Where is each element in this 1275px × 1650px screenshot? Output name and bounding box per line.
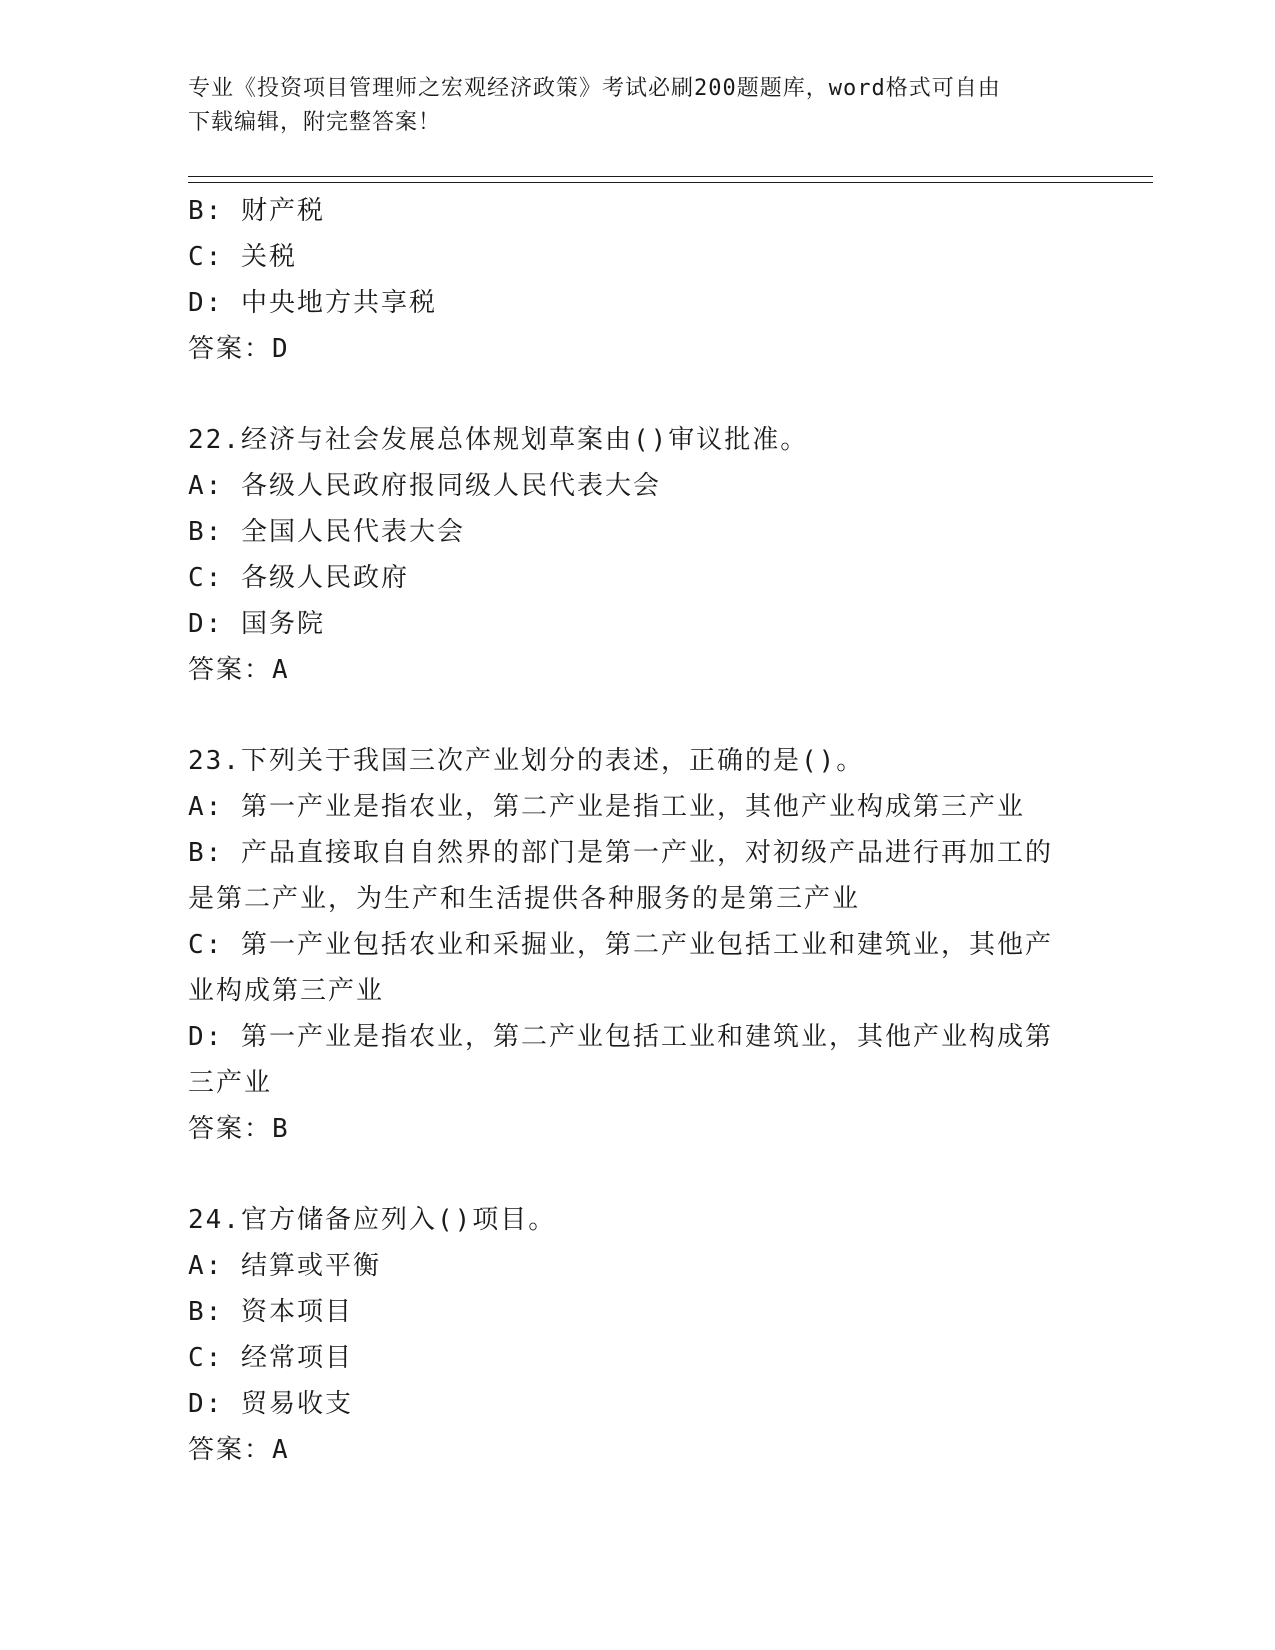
- option-b: B: 资本项目: [188, 1297, 353, 1327]
- answer-label: 答案：: [188, 1114, 273, 1144]
- answer-value: A: [272, 655, 290, 685]
- option-a: A: 结算或平衡: [188, 1251, 381, 1281]
- answer-line: [188, 1106, 1088, 1152]
- header-line-1: 专业《投资项目管理师之宏观经济政策》考试必刷200题题库，word格式可自由: [188, 76, 1001, 101]
- option-a: A: 各级人民政府报同级人民代表大会: [188, 471, 661, 501]
- document-header: [188, 72, 1068, 140]
- question-22: [188, 417, 1088, 693]
- answer-value: A: [272, 1435, 290, 1465]
- answer-label: 答案：: [188, 655, 273, 685]
- answer-line: [188, 1427, 1088, 1473]
- option-c: C: 第一产业包括农业和采掘业，第二产业包括工业和建筑业，其他产业构成第三产业: [188, 930, 1053, 1006]
- question-partial: [188, 188, 1088, 372]
- option-d: D: 第一产业是指农业，第二产业包括工业和建筑业，其他产业构成第三产业: [188, 1022, 1053, 1098]
- header-line-2: 下载编辑，附完整答案！: [188, 110, 442, 135]
- option-c: C: 经常项目: [188, 1343, 353, 1373]
- option-d: D: 贸易收支: [188, 1389, 353, 1419]
- header-divider: [188, 176, 1153, 183]
- answer-line: [188, 326, 1088, 372]
- question-23: [188, 738, 1088, 1152]
- answer-label: 答案：: [188, 334, 273, 364]
- option-a: A: 第一产业是指农业，第二产业是指工业，其他产业构成第三产业: [188, 792, 1025, 822]
- question-text: 23.下列关于我国三次产业划分的表述，正确的是()。: [188, 746, 865, 776]
- option-c: C: 各级人民政府: [188, 563, 409, 593]
- option-d: D: 国务院: [188, 609, 325, 639]
- answer-value: D: [272, 334, 290, 364]
- question-text: 22.经济与社会发展总体规划草案由()审议批准。: [188, 425, 809, 455]
- answer-value: B: [272, 1114, 290, 1144]
- question-list: [188, 188, 1088, 1473]
- option-b: B: 全国人民代表大会: [188, 517, 465, 547]
- question-24: [188, 1197, 1088, 1473]
- question-text: 24.官方储备应列入()项目。: [188, 1205, 557, 1235]
- option-c: C: 关税: [188, 242, 297, 272]
- option-b: B: 财产税: [188, 196, 325, 226]
- option-d: D: 中央地方共享税: [188, 288, 437, 318]
- option-b: B: 产品直接取自自然界的部门是第一产业，对初级产品进行再加工的是第二产业，为生产和生活提供各种服务的是第三产业: [188, 838, 1053, 914]
- answer-line: [188, 647, 1088, 693]
- answer-label: 答案：: [188, 1435, 273, 1465]
